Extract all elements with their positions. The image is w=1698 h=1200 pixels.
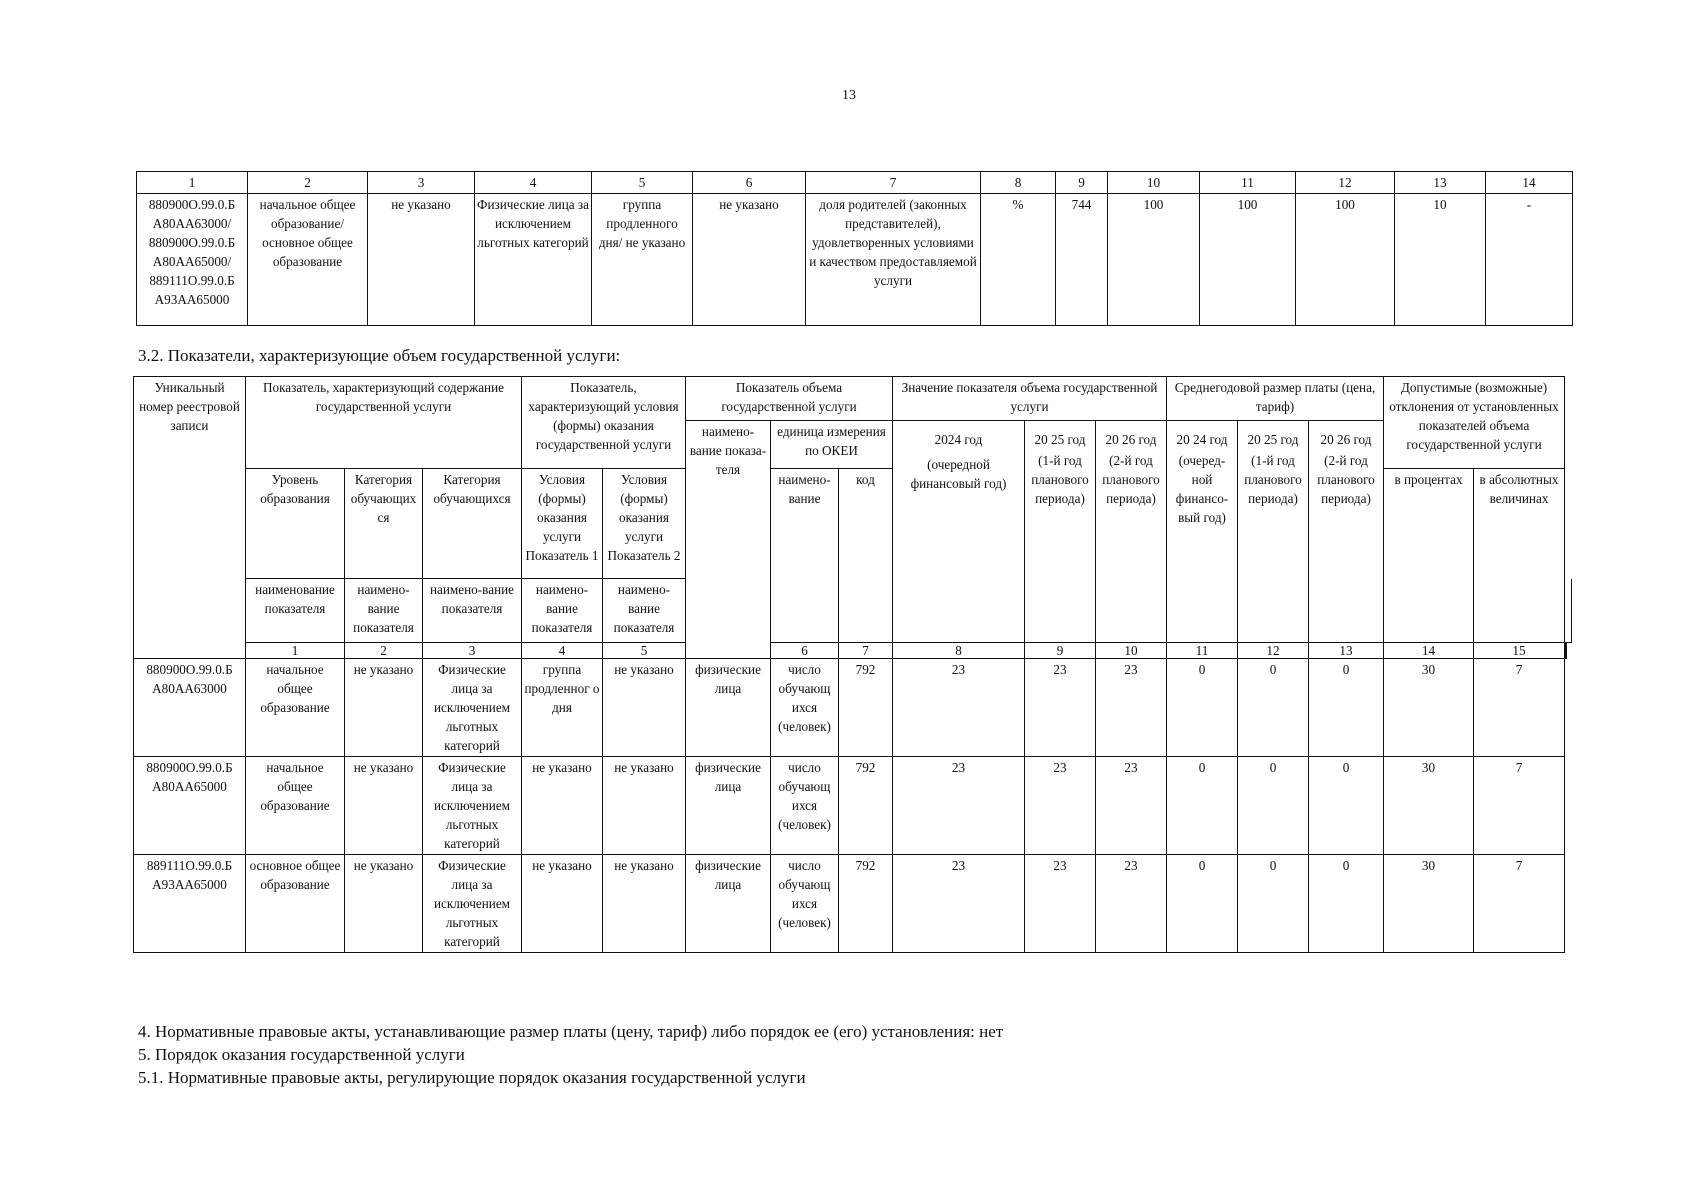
indicator-name-label: наимено-вание показателя [345,579,423,643]
condition-1: не указано [522,757,603,855]
header-indicator-name: наимено-вание показа-теля [686,421,771,659]
year-prefix: 20 [1176,432,1190,447]
year-prefix: 20 [1034,432,1048,447]
student-category: Физические лица за исключением льготных категорий [423,757,522,855]
year-prefix: 20 [1247,432,1261,447]
header-value: Значение показателя объема государственной услуги [893,377,1167,421]
indicator-name: физические лица [686,659,771,757]
fee-2025: 0 [1238,757,1309,855]
student-category: Физические лица за исключением льготных категорий [475,194,592,326]
header-conditions: Показатель, характеризующий условия (формы) оказания государственной услуги [522,377,686,469]
student-category: Физические лица за исключением льготных категорий [423,659,522,757]
table2-body [134,659,1572,953]
year-prefix: 20 [1320,432,1334,447]
value-2026: 100 [1296,194,1395,326]
col-number: 11 [1200,172,1296,194]
col-number: 2 [248,172,368,194]
condition-2: не указано [603,659,686,757]
header-condition-2: Условия (формы) оказания услуги Показатель 2 [603,469,686,579]
year-suffix: 25 [1050,432,1065,447]
col-number: 13 [1395,172,1486,194]
section-4: 4. Нормативные правовые акты, устанавливающие размер платы (цену, тариф) либо порядок ее (его) установления: нет [138,1022,1004,1041]
volume-indicators-table [133,376,1572,953]
indicator-name-label: наимено-вание показателя [522,579,603,643]
fee-2024: 0 [1167,659,1238,757]
header-level: Уровень образования [246,469,345,579]
year-suffix: 26 [1121,432,1136,447]
period-label: (1-й год планового периода) [1031,453,1089,506]
category: не указано [368,194,475,326]
header-unit: единица измерения по ОКЕИ [771,421,893,469]
col-number: 14 [1486,172,1573,194]
table1-number-row [137,172,1573,194]
fee-2025: 0 [1238,659,1309,757]
header-deviation: Допустимые (возможные) отклонения от установленных показателей объема государственной услуги [1384,377,1565,469]
header-unit-code: код [839,469,893,643]
col-number: 7 [806,172,981,194]
value-2025: 23 [1025,757,1096,855]
education-level: начальное общее образование [246,757,345,855]
col-number: 12 [1238,643,1309,659]
unit-code: 744 [1056,194,1108,326]
condition-1: группа продленного дня/ не указано [592,194,693,326]
registry-number: 880900О.99.0.Б А80АА63000 [134,659,246,757]
unit-name: % [981,194,1056,326]
col-number: 7 [839,643,893,659]
col-number: 1 [137,172,248,194]
col-number: 13 [1309,643,1384,659]
deviation-percent: 30 [1384,757,1474,855]
header-fee-2026 [1309,421,1384,643]
section-5-1: 5.1. Нормативные правовые акты, регулирующие порядок оказания государственной услуги [138,1068,806,1087]
fee-2024: 0 [1167,855,1238,953]
year-label [1169,430,1235,449]
col-number: 3 [368,172,475,194]
value-2024: 23 [893,757,1025,855]
indicator-name: доля родителей (законных представителей), удовлетворенных условиями и качеством предоставляемой услуги [806,194,981,326]
section-heading: 3.2. Показатели, характеризующие объем государственной услуги: [138,346,621,365]
header-condition-1: Условия (формы) оказания услуги Показатель 1 [522,469,603,579]
header-category-2: Категория обучающихся [423,469,522,579]
year-suffix: 25 [1263,432,1278,447]
quality-indicators-table-continued [136,171,1573,326]
year-word: год [1280,432,1299,447]
condition-1: группа продленног о дня [522,659,603,757]
year-suffix: 26 [1336,432,1351,447]
col-number: 4 [475,172,592,194]
col-number: 2 [345,643,423,659]
col-number: 11 [1167,643,1238,659]
indicator-name: физические лица [686,757,771,855]
year-label [1240,430,1306,449]
col-number: 12 [1296,172,1395,194]
registry-number: 880900О.99.0.Б А80АА65000 [134,757,246,855]
year-word: год [1353,432,1372,447]
fee-2025: 0 [1238,855,1309,953]
col-number: 10 [1096,643,1167,659]
header-spacer [1565,579,1572,643]
header-year-2025 [1025,421,1096,643]
col-number: 6 [693,172,806,194]
header-content: Показатель, характеризующий содержание государственной услуги [246,377,522,469]
value-2024: 23 [893,659,1025,757]
unit-name: число обучающ ихся (человек) [771,659,839,757]
period-label: (очеред-ной финансо-вый год) [1175,453,1229,525]
col-number: 5 [603,643,686,659]
registry-number: 880900О.99.0.Б А80АА63000/ 880900О.99.0.Б А80АА65000/ 889111О.99.0.Б А93АА65000 [137,194,248,326]
education-level: начальное общее образование [246,659,345,757]
value-2024: 100 [1108,194,1200,326]
value-2025: 23 [1025,659,1096,757]
year-prefix: 20 [1105,432,1119,447]
col-number: 14 [1384,643,1474,659]
condition-2: не указано [693,194,806,326]
fee-2024: 0 [1167,757,1238,855]
period-label: (1-й год планового периода) [1244,453,1302,506]
col-number: 4 [522,643,603,659]
header-unit-name: наимено-вание [771,469,839,643]
col-number: 10 [1108,172,1200,194]
fee-2026: 0 [1309,757,1384,855]
col-number: 3 [423,643,522,659]
col-number: 9 [1025,643,1096,659]
table-row [134,855,1572,953]
deviation-absolute: 7 [1474,757,1565,855]
deviation-absolute: - [1486,194,1573,326]
col-number: 5 [592,172,693,194]
header-year-2026 [1096,421,1167,643]
year-2024: 2024 год [934,432,983,447]
condition-2: не указано [603,855,686,953]
condition-2: не указано [603,757,686,855]
table-row [134,659,1572,757]
period-label: (2-й год планового периода) [1317,453,1375,506]
registry-number: 889111О.99.0.Б А93АА65000 [134,855,246,953]
header-year-2024 [893,421,1025,643]
value-2024: 23 [893,855,1025,953]
year-word: год [1067,432,1086,447]
col-number: 9 [1056,172,1108,194]
year-word: год [1209,432,1228,447]
deviation-percent: 30 [1384,659,1474,757]
deviation-percent: 10 [1395,194,1486,326]
deviation-absolute: 7 [1474,659,1565,757]
col-number [1566,643,1567,659]
period-label: (2-й год планового периода) [1102,453,1160,506]
col-number: 15 [1474,643,1565,659]
header-dev-absolute: в абсолютных величинах [1474,469,1565,643]
category: не указано [345,855,423,953]
table2-number-row [134,643,1572,659]
col-number: 8 [981,172,1056,194]
year-label [1311,430,1381,449]
page-number: 13 [842,88,856,103]
year-label [1027,430,1093,449]
year-2024-sub: (очередной финансовый год) [910,457,1007,491]
unit-name: число обучающ ихся (человек) [771,757,839,855]
header-category-1: Категория обучающих ся [345,469,423,579]
value-2025: 100 [1200,194,1296,326]
col-number: 6 [771,643,839,659]
category: не указано [345,757,423,855]
header-dev-percent: в процентах [1384,469,1474,643]
deviation-absolute: 7 [1474,855,1565,953]
indicator-name-label: наимено-вание показателя [603,579,686,643]
year-word: год [1138,432,1157,447]
col-number: 1 [246,643,345,659]
table1-data-row [137,194,1573,326]
value-2026: 23 [1096,855,1167,953]
col-number: 8 [893,643,1025,659]
section-5: 5. Порядок оказания государственной услуги [138,1045,465,1064]
header-row-1 [134,377,1572,421]
header-unique-number: Уникальный номер реестровой записи [134,377,246,659]
header-fee-2025 [1238,421,1309,643]
year-label [1098,430,1164,449]
value-2026: 23 [1096,757,1167,855]
category: не указано [345,659,423,757]
value-2026: 23 [1096,659,1167,757]
education-level: начальное общее образование/ основное общее образование [248,194,368,326]
indicator-name-label: наимено-вание показателя [423,579,522,643]
fee-2026: 0 [1309,855,1384,953]
header-fee: Среднегодовой размер платы (цена, тариф) [1167,377,1384,421]
unit-code: 792 [839,757,893,855]
education-level: основное общее образование [246,855,345,953]
indicator-name-label: наименование показателя [246,579,345,643]
condition-1: не указано [522,855,603,953]
header-fee-2024 [1167,421,1238,643]
deviation-percent: 30 [1384,855,1474,953]
unit-code: 792 [839,855,893,953]
year-suffix: 24 [1192,432,1207,447]
fee-2026: 0 [1309,659,1384,757]
value-2025: 23 [1025,855,1096,953]
header-volume: Показатель объема государственной услуги [686,377,893,421]
unit-name: число обучающ ихся (человек) [771,855,839,953]
student-category: Физические лица за исключением льготных категорий [423,855,522,953]
indicator-name: физические лица [686,855,771,953]
table-row [134,757,1572,855]
unit-code: 792 [839,659,893,757]
